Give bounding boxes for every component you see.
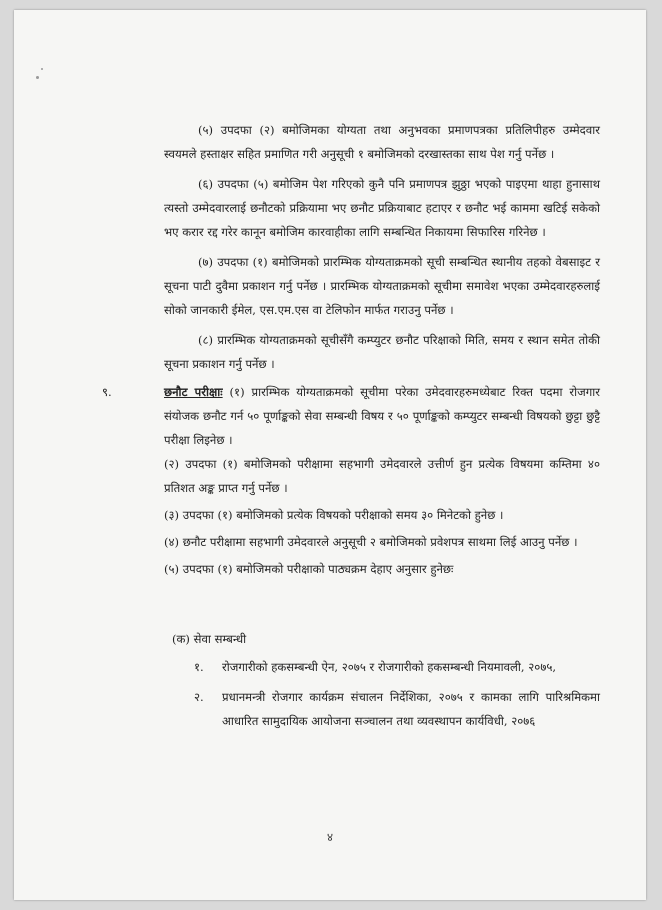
- paragraph-6: (६) उपदफा (५) बमोजिम पेश गरिएको कुनै पनि प्रमाणपत्र झुठ्ठा भएको पाइएमा थाहा हुनासाथ त्यस्तो उम्मेदवारलाई छनौटको प्रक्रियामा भए छनौट प्रक्रियाबाट हटाएर र छनौट भई काममा खटिई सकेको भए करार रद्द गरेर कानून बमोजिम कारवाहीका लागि सम्बन्धित निकायमा सिफारिस गरिनेछ ।: [164, 177, 600, 239]
- paragraph-5: (५) उपदफा (२) बमोजिमका योग्यता तथा अनुभवका प्रमाणपत्रका प्रतिलिपीहरु उम्मेदवार स्वयमले हस्ताक्षर सहित प्रमाणित गरी अनुसूची १ बमोजिमको दरखास्तका साथ पेश गर्नु पर्नेछ ।: [164, 123, 600, 161]
- subsection-2: (२) उपदफा (१) बमोजिमको परीक्षामा सहभागी उमेदवारले उत्तीर्ण हुन प्रत्येक विषयमा कम्तिमा ४० प्रतिशत अङ्क प्राप्त गर्नु पर्नेछ ।: [164, 457, 600, 495]
- subsection-3: (३) उपदफा (१) बमोजिमको प्रत्येक विषयको परीक्षाको समय ३० मिनेटको हुनेछ ।: [164, 508, 504, 522]
- scan-speck: [36, 76, 39, 79]
- section-9-heading: [102, 380, 600, 452]
- syllabus-title: (क) सेवा सम्बन्धी: [172, 632, 247, 646]
- subsection-4: (४) छनौट परीक्षामा सहभागी उमेदवारले अनुसूची २ बमोजिमको प्रवेशपत्र साथमा लिई आउनु पर्नेछ ।: [164, 535, 578, 549]
- list-text: प्रधानमन्त्री रोजगार कार्यक्रम संचालन निर्देशिका, २०७५ र कामका लागि पारिश्रमिकमा आधारित सामुदायिक आयोजना सञ्चालन तथा व्यवस्थापन कार्यविधी, २०७६: [222, 690, 600, 728]
- list-number: २.: [194, 690, 204, 704]
- document-page: [14, 10, 646, 900]
- paragraph-7: (७) उपदफा (१) बमोजिमको प्रारम्भिक योग्यताक्रमको सूची सम्बन्धित स्थानीय तहको वेबसाइट र सूचना पाटी दुवैमा प्रकाशन गर्नु पर्नेछ । प्रारम्भिक योग्यताक्रमको सूचीमा समावेश भएका उम्मेदवारहरुलाई सोको जानकारी ईमेल, एस.एम.एस वा टेलिफोन मार्फत गराउनु पर्नेछ ।: [164, 255, 600, 317]
- section-title: छनौट परीक्षाः: [164, 385, 223, 399]
- list-item: [164, 685, 600, 733]
- syllabus-list: [164, 655, 600, 733]
- list-item: [164, 655, 600, 679]
- paragraph-8: (८) प्रारम्भिक योग्यताक्रमको सूचीसँगै कम्प्युटर छनौट परिक्षाको मिति, समय र स्थान समेत तोकी सूचना प्रकाशन गर्नु पर्नेछ ।: [164, 333, 600, 371]
- page-number: ४: [326, 830, 334, 844]
- scan-speck: [41, 68, 43, 70]
- list-text: रोजगारीको हकसम्बन्धी ऐन, २०७५ र रोजगारीको हकसम्बन्धी नियमावली, २०७५,: [222, 660, 557, 674]
- section-intro: (१) प्रारम्भिक योग्यताक्रमको सूचीमा परेका उमेदवारहरुमध्येबाट रिक्त पदमा रोजगार संयोजक छनौट गर्न ५० पूर्णाङ्कको सेवा सम्बन्धी विषय र ५० पूर्णाङ्कको कम्प्युटर सम्बन्धी विषयको छुट्टा छुट्टै परीक्षा लिइनेछ ।: [164, 385, 600, 447]
- list-number: १.: [194, 660, 204, 674]
- section-number: ९.: [102, 385, 112, 399]
- document-body: [102, 118, 600, 739]
- subsection-5: (५) उपदफा (१) बमोजिमको परीक्षाको पाठ्यक्रम देहाए अनुसार हुनेछः: [164, 562, 454, 576]
